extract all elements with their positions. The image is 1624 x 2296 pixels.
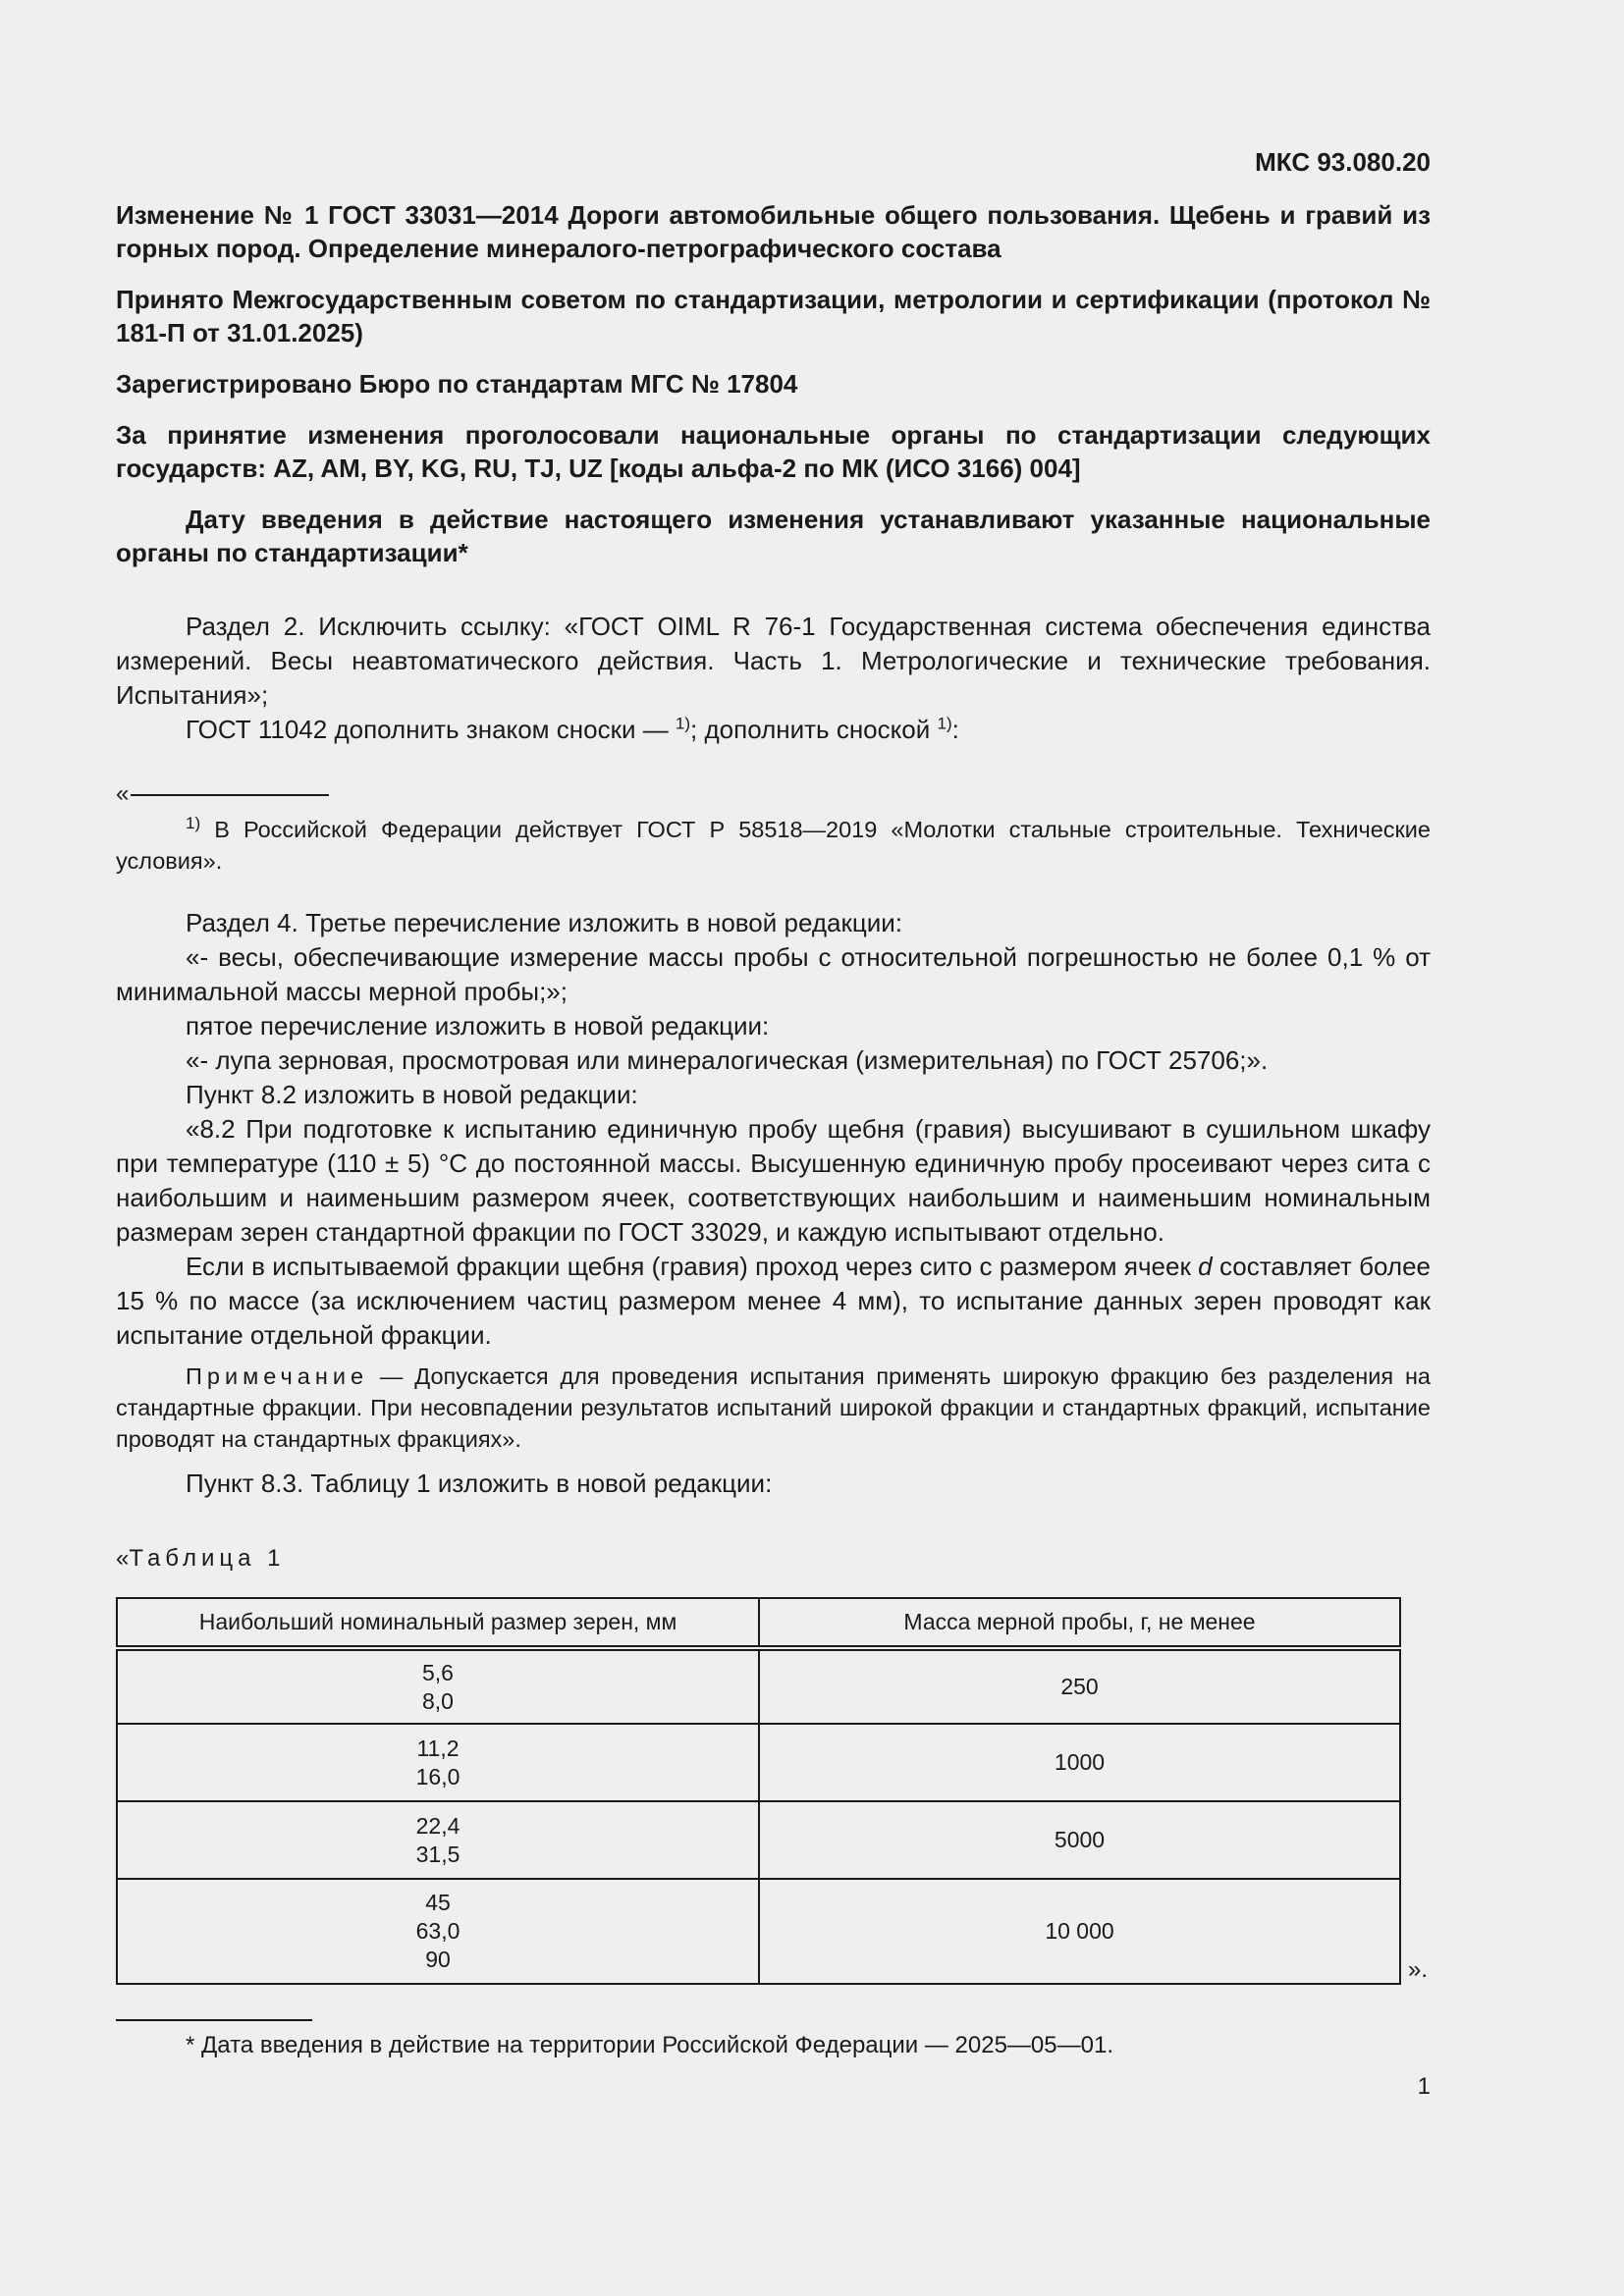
- size-cell: 5,6 8,0: [117, 1648, 759, 1724]
- section4-line: Пункт 8.2 изложить в новой редакции:: [186, 1080, 638, 1109]
- note: Примечание — Допускается для проведения испытания применять широкую фракцию без разделения на стандартные фракции. При несовпадении результатов испытаний широкой фракции и стандартных фракций, испытание проводят на стандартных фракциях».: [116, 1363, 1431, 1452]
- mks-code: МКС 93.080.20: [1255, 147, 1431, 177]
- section4-line: «- весы, обеспечивающие измерение массы пробы с относительной погрешностью не более 0,1 % от минимальной массы мерной пробы;»;: [116, 942, 1431, 1006]
- amendment-title: Изменение № 1 ГОСТ 33031—2014 Дороги автомобильные общего пользования. Щебень и гравий из горных пород. Определение минералого-петрографического состава: [116, 200, 1431, 263]
- table-header-cell: Масса мерной пробы, г, не менее: [759, 1598, 1400, 1648]
- section-2: [116, 610, 1431, 747]
- table-row: [117, 1879, 1400, 1984]
- page-number: 1: [1417, 2073, 1431, 2100]
- quote-open: «: [116, 780, 130, 807]
- size-cell: 22,4 31,5: [117, 1801, 759, 1879]
- mass-cell: 1000: [759, 1724, 1400, 1801]
- effective-date-footnote: * Дата введения в действие на территории Российской Федерации — 2025—05—01.: [186, 2032, 1113, 2058]
- table-caption: «Таблица 1: [116, 1545, 286, 1572]
- gost-11042-footnote-instruction: ГОСТ 11042 дополнить знаком сноски — $^{1)}$; дополнить сноской $^{1)}$:: [186, 714, 959, 744]
- size-cell: 45 63,0 90: [117, 1879, 759, 1984]
- section4-line: «- лупа зерновая, просмотровая или минералогическая (измерительная) по ГОСТ 25706;».: [186, 1045, 1269, 1075]
- mass-cell: 250: [759, 1648, 1400, 1724]
- size-cell: 11,2 16,0: [117, 1724, 759, 1801]
- voting-states: За принятие изменения проголосовали национальные органы по стандартизации следующих государств: AZ, AM, BY, KG, RU, TJ, UZ [коды альфа-2 по МК (ИСО 3166) 004]: [116, 420, 1431, 483]
- registered-info: Зарегистрировано Бюро по стандартам МГС № 17804: [116, 369, 798, 399]
- footnote-separator: [116, 2019, 312, 2021]
- footnote-text: $^{1)}$ В Российской Федерации действует ГОСТ Р 58518—2019 «Молотки стальные строительные. Технические условия».: [116, 814, 1431, 874]
- inserted-footnote: [116, 780, 1431, 877]
- clause-8-2-continued: Если в испытываемой фракции щебня (гравия) проход через сито с размером ячеек d составляет более 15 % по массе (за исключением частиц размером менее 4 мм), то испытание данных зерен проводят как испытание отдельной фракции.: [116, 1252, 1431, 1350]
- effective-date-clause: Дату введения в действие настоящего изменения устанавливают указанные национальные органы по стандартизации*: [116, 505, 1431, 567]
- table-header-cell: Наибольший номинальный размер зерен, мм: [117, 1598, 759, 1648]
- mass-cell: 5000: [759, 1801, 1400, 1879]
- adopted-by: Принято Межгосударственным советом по стандартизации, метрологии и сертификации (протокол № 181-П от 31.01.2025): [116, 285, 1431, 347]
- intro-block: [116, 198, 1431, 569]
- table-closing-quote: ».: [1408, 1956, 1429, 1983]
- section2-paragraph: Раздел 2. Исключить ссылку: «ГОСТ OIML R 76-1 Государственная система обеспечения единства измерений. Весы неавтоматического действия. Часть 1. Метрологические и технические требования. Испытания»;: [116, 612, 1431, 710]
- section4-line: Раздел 4. Третье перечисление изложить в новой редакции:: [186, 908, 903, 937]
- footnote-rule: [131, 794, 329, 796]
- table-1: [116, 1597, 1401, 1985]
- table-row: [117, 1801, 1400, 1879]
- table-intro: Пункт 8.3. Таблицу 1 изложить в новой редакции:: [186, 1468, 773, 1498]
- mass-cell: 10 000: [759, 1879, 1400, 1984]
- table-row: [117, 1724, 1400, 1801]
- clause-8-2: «8.2 При подготовке к испытанию единичную пробу щебня (гравия) высушивают в сушильном шкафу при температуре (110 ± 5) °С до постоянной массы. Высушенную единичную пробу просеивают через сита с наибольшим и наименьшим размером ячеек, соответствующих наибольшим и наименьшим номинальным размерам зерен стандартной фракции по ГОСТ 33029, и каждую испытывают отдельно.: [116, 1114, 1431, 1247]
- section-4: [116, 906, 1431, 1501]
- section4-line: пятое перечисление изложить в новой редакции:: [186, 1011, 770, 1041]
- table-row: [117, 1648, 1400, 1724]
